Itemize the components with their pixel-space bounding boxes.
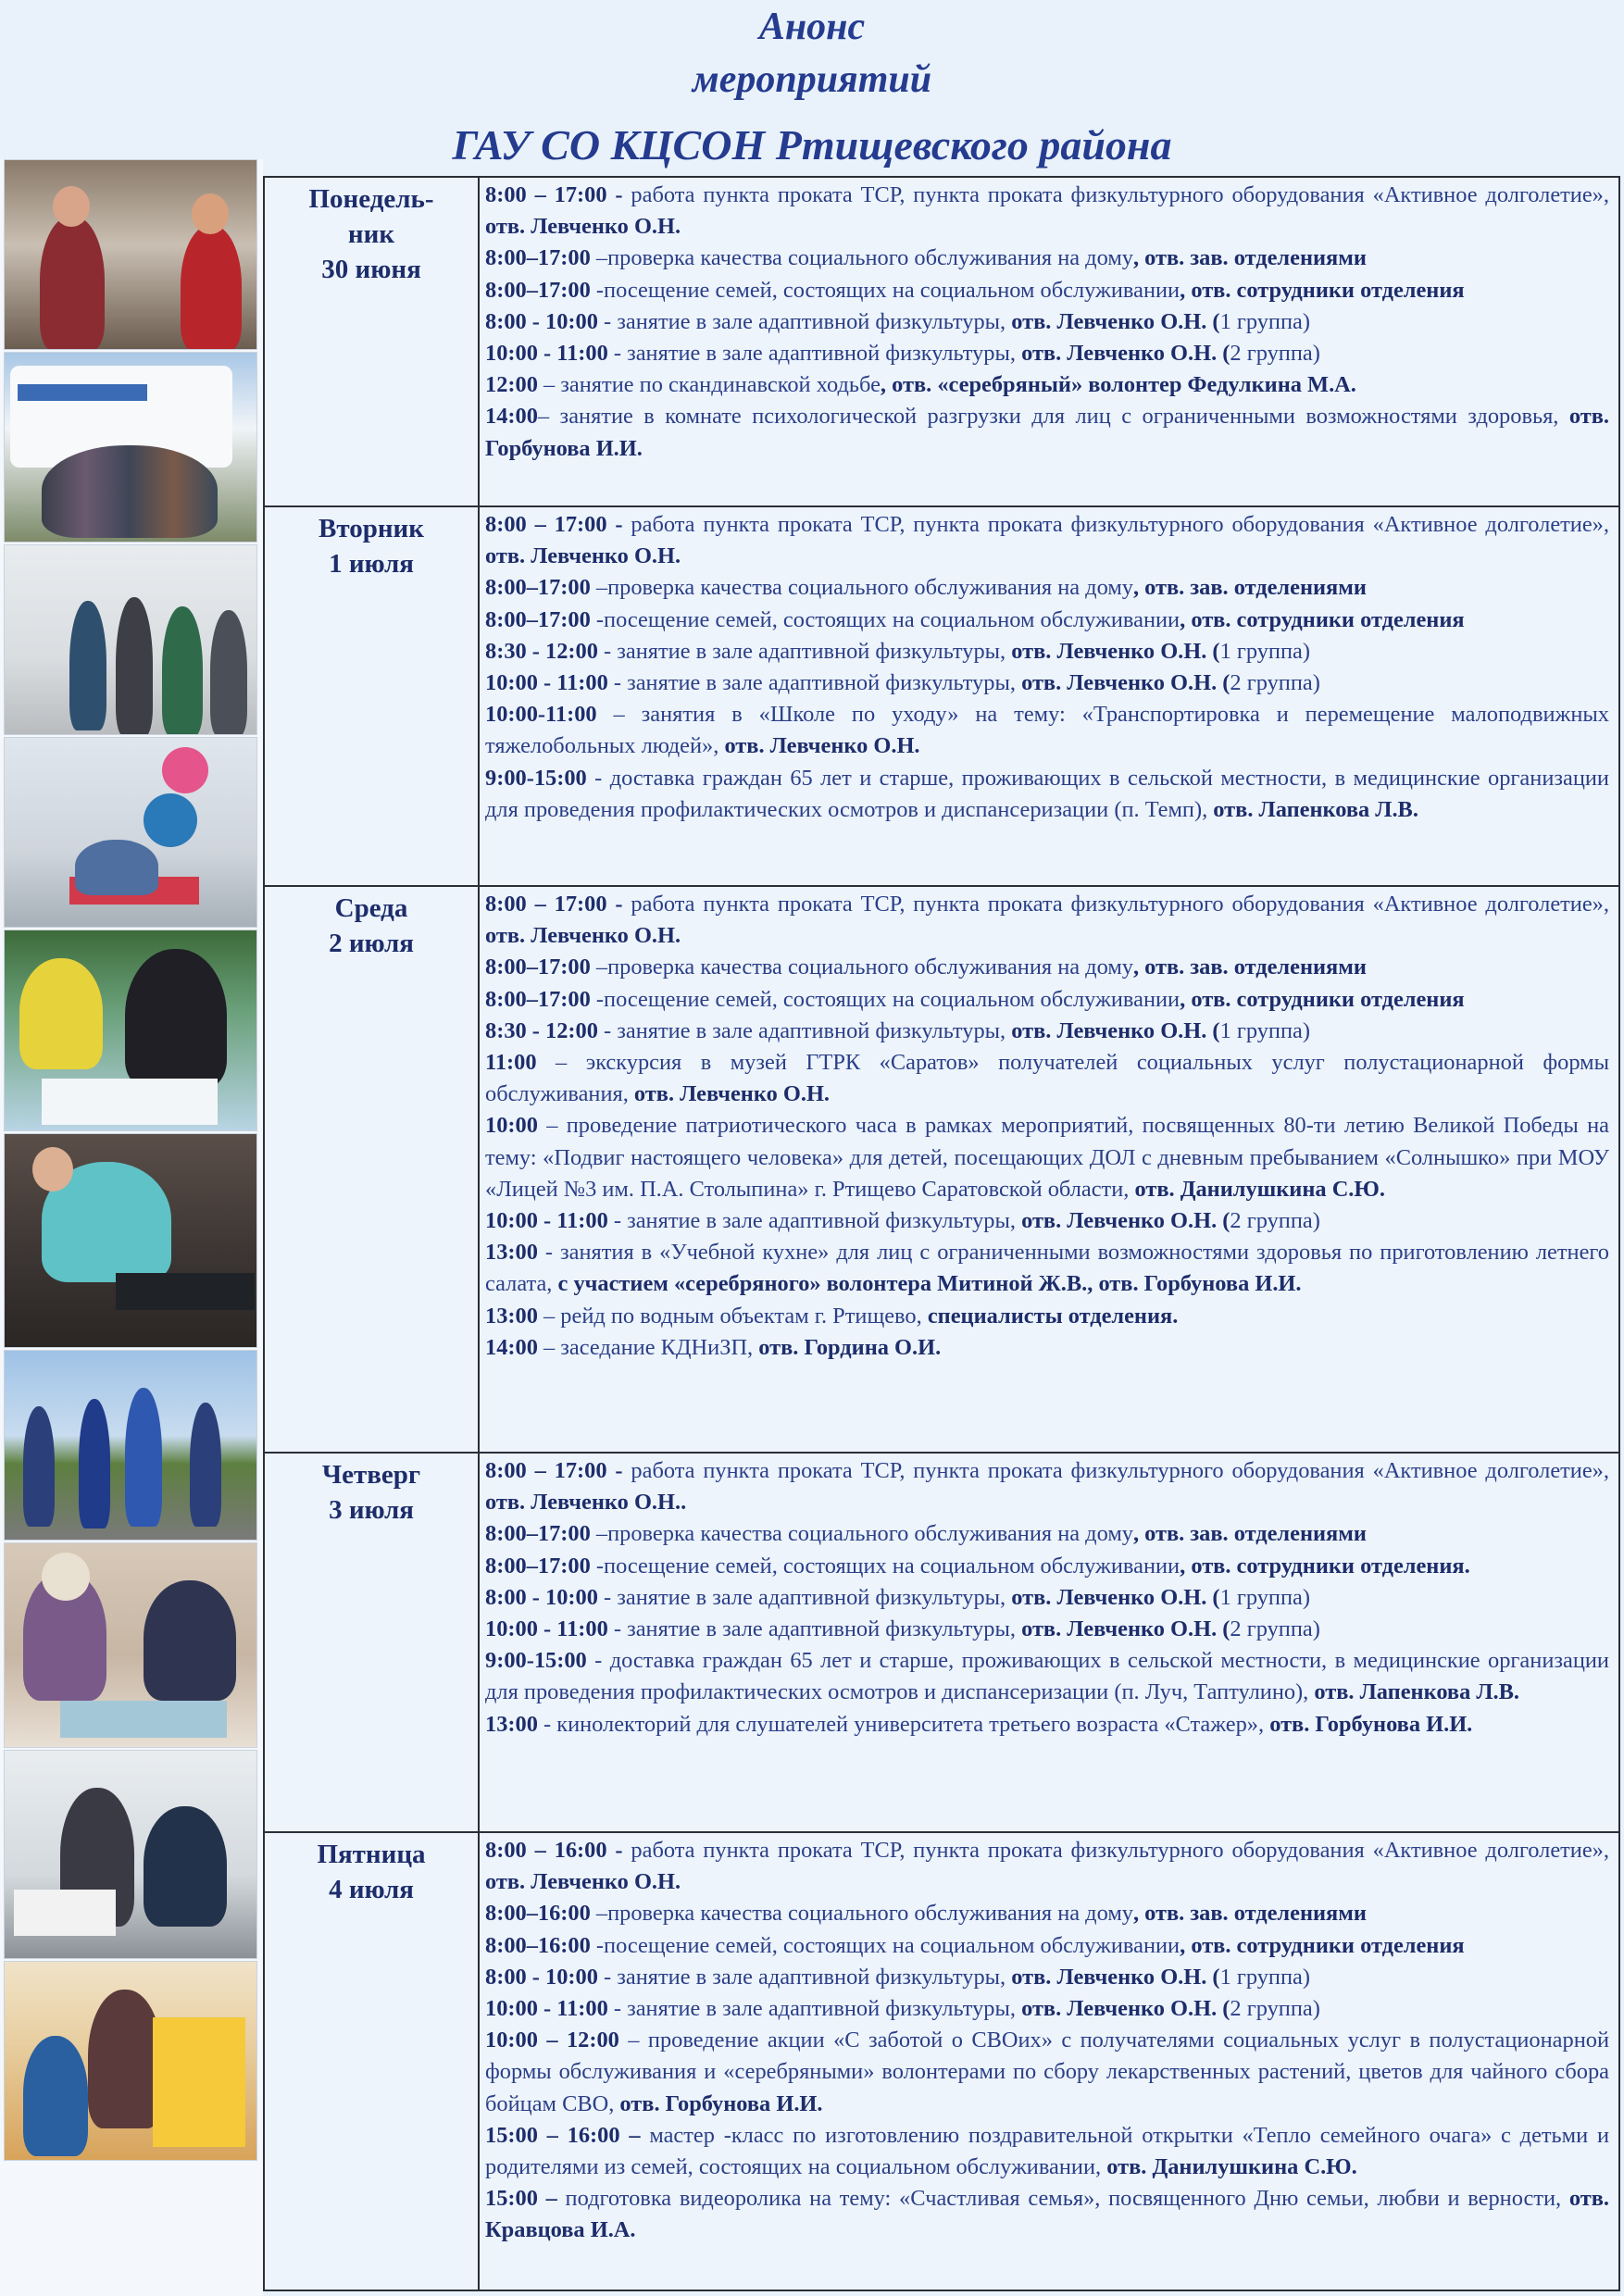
event-item: [485, 952, 1609, 983]
event-time: 15:00 – 16:00 –: [485, 2122, 641, 2148]
event-responsible: отв. Левченко О.Н.: [485, 214, 681, 240]
event-responsible: отв. Левченко О.Н. (: [1011, 638, 1220, 664]
event-item: [485, 1582, 1609, 1614]
event-text: -посещение семей, состоящих на социальном обслуживании: [590, 1932, 1181, 1958]
event-group: 2 группа): [1230, 341, 1320, 367]
event-item: [485, 1047, 1609, 1110]
event-text: -посещение семей, состоящих на социальном обслуживании: [590, 986, 1181, 1012]
day-name: Вторник 1 июля: [319, 514, 424, 579]
event-responsible: отв. Лапенкова Л.В.: [1314, 1679, 1520, 1705]
event-text: - занятие в зале адаптивной физкультуры,: [607, 670, 1022, 696]
day-cell: [264, 506, 479, 886]
event-text: мастер -класс по изготовлению поздравительной открытки «Тепло семейного очага» с детьми и родителями из семей, состоящих на социальном обслуживании,: [485, 2122, 1609, 2180]
event-text: –проверка качества социального обслуживания на дому: [590, 1521, 1133, 1547]
event-text: - доставка граждан 65 лет и старше, проживающих в сельской местности, в медицинские организации для проведения профилактических осмотров и диспансеризации (п. Луч, Таптулино),: [485, 1648, 1609, 1705]
event-time: 12:00: [485, 372, 538, 398]
event-time: 8:00 - 10:00: [485, 1584, 598, 1610]
event-group: 1 группа): [1219, 308, 1310, 334]
event-time: 13:00: [485, 1303, 538, 1329]
event-text: –проверка качества социального обслуживания на дому: [590, 1901, 1133, 1927]
event-text: – рейд по водным объектам г. Ртищево,: [537, 1303, 928, 1329]
event-text: -посещение семей, состоящих на социальном обслуживании: [590, 606, 1181, 632]
photo-column: [0, 159, 263, 2296]
event-text: работа пункта проката ТСР, пункта проката физкультурного оборудования «Активное долголетие»,: [622, 1458, 1609, 1483]
events-cell: [479, 177, 1619, 506]
event-item: [485, 1962, 1609, 1993]
event-responsible: , отв. зав. отделениями: [1132, 1521, 1367, 1547]
event-time: 8:00–17:00: [485, 955, 591, 980]
event-item: [485, 572, 1609, 604]
event-item: [485, 889, 1609, 952]
event-time: 13:00: [485, 1711, 538, 1737]
events-cell: [479, 1832, 1619, 2290]
event-item: [485, 2120, 1609, 2183]
event-time: 8:30 - 12:00: [485, 638, 598, 664]
day-cell: [264, 886, 479, 1453]
event-text: - занятие в зале адаптивной физкультуры,: [597, 1964, 1012, 1990]
event-time: 8:00 – 16:00 -: [485, 1838, 623, 1863]
event-item: [485, 636, 1609, 668]
event-group: 1 группа): [1219, 638, 1310, 664]
event-responsible: отв. Левченко О.Н. (: [1011, 1964, 1220, 1990]
event-text: – проведение акции «С заботой о СВОих» с получателями социальных услуг в полустационарной формы обслуживания и «серебряными» волонтерами по сбору лекарственных растений, цветов для чайного сбора бойцам СВО,: [485, 2028, 1609, 2116]
photo-gym: [4, 737, 257, 928]
event-time: 8:00 - 10:00: [485, 308, 598, 334]
event-text: –проверка качества социального обслуживания на дому: [590, 955, 1133, 980]
event-item: [485, 1993, 1609, 2025]
event-item: [485, 509, 1609, 572]
event-item: [485, 1930, 1609, 1962]
event-responsible: отв. Горбунова И.И.: [1269, 1711, 1473, 1737]
event-responsible: , отв. сотрудники отделения: [1180, 986, 1465, 1012]
event-text: -посещение семей, состоящих на социальном обслуживании: [590, 1553, 1181, 1578]
photo-drawing: [4, 930, 257, 1131]
event-text: - доставка граждан 65 лет и старше, проживающих в сельской местности, в медицинские организации для проведения профилактических осмотров и диспансеризации (п. Темп),: [485, 765, 1609, 822]
event-text: – занятия в «Школе по уходу» на тему: «Транспортировка и перемещение малоподвижных тяжелобольных людей»,: [485, 702, 1609, 759]
event-text: работа пункта проката ТСР, пункта проката физкультурного оборудования «Активное долголетие»,: [622, 182, 1609, 207]
event-time: 8:00–17:00: [485, 277, 591, 303]
event-time: 10:00 - 11:00: [485, 1208, 608, 1234]
event-responsible: отв. Данилушкина С.Ю.: [1106, 2154, 1357, 2180]
event-item: [485, 180, 1609, 243]
event-responsible: , отв. зав. отделениями: [1132, 575, 1367, 601]
event-responsible: , отв. зав. отделениями: [1132, 1901, 1367, 1927]
event-item: [485, 1016, 1609, 1047]
event-responsible: отв. Кравцова И.А.: [485, 2186, 1610, 2243]
event-responsible: отв. Левченко О.Н. (: [1011, 1584, 1220, 1610]
event-item: [485, 1645, 1609, 1708]
event-text: – проведение патриотического часа в рамках мероприятий, посвященных 80-ти летию Великой Победы на тему: «Подвиг настоящего человека» для детей, посещающих ДОЛ с дневным пребыванием «Солнышко» при МОУ «Лицей №3 им. П.А. Столыпина» г. Ртищево Саратовской области,: [485, 1113, 1609, 1202]
event-responsible: отв. Левченко О.Н. (: [1021, 341, 1230, 367]
event-responsible: отв. Гордина О.И.: [758, 1334, 942, 1360]
event-text: - занятие в зале адаптивной физкультуры,: [607, 341, 1022, 367]
event-time: 8:30 - 12:00: [485, 1017, 598, 1043]
event-responsible: специалисты отделения.: [927, 1303, 1179, 1329]
event-text: - занятия в «Учебной кухне» для лиц с ограниченными возможностями здоровья по приготовлению летнего салата,: [485, 1240, 1609, 1297]
event-item: [485, 338, 1609, 369]
event-time: 8:00 – 17:00 -: [485, 182, 623, 207]
event-responsible: отв. Левченко О.Н.: [485, 543, 681, 569]
event-item: [485, 2025, 1609, 2120]
event-time: 14:00: [485, 404, 538, 430]
event-text: - занятие в зале адаптивной физкультуры,: [597, 1584, 1012, 1610]
day-row: [264, 886, 1619, 1453]
event-item: [485, 243, 1609, 274]
events-cell: [479, 506, 1619, 886]
event-responsible: отв. Левченко О.Н. (: [1021, 1616, 1230, 1642]
event-item: [485, 1110, 1609, 1205]
event-responsible: , отв. «серебряный» волонтер Федулкина М.А.: [880, 372, 1356, 398]
event-time: 13:00: [485, 1240, 538, 1266]
event-text: - занятие в зале адаптивной физкультуры,: [607, 1208, 1022, 1234]
header-title: ГАУ СО КЦСОН Ртищевского района: [452, 121, 1172, 168]
event-text: - занятие в зале адаптивной физкультуры,: [597, 308, 1012, 334]
day-name: Пятница 4 июля: [317, 1840, 426, 1904]
event-item: [485, 1551, 1609, 1582]
event-responsible: отв. Левченко О.Н.: [724, 733, 920, 759]
event-responsible: с участием «серебряного» волонтера Митиной Ж.В., отв. Горбунова И.И.: [557, 1271, 1302, 1297]
event-responsible: , отв. зав. отделениями: [1132, 955, 1367, 980]
event-time: 8:00–17:00: [485, 606, 591, 632]
event-text: - кинолекторий для слушателей университета третьего возраста «Стажер»,: [537, 1711, 1270, 1737]
event-text: - занятие в зале адаптивной физкультуры,: [597, 638, 1012, 664]
day-row: [264, 1453, 1619, 1832]
event-text: работа пункта проката ТСР, пункта проката физкультурного оборудования «Активное долголетие»,: [622, 1838, 1609, 1863]
event-time: 8:00 – 17:00 -: [485, 1458, 623, 1483]
event-responsible: отв. Горбунова И.И.: [619, 2090, 823, 2116]
photo-children: [4, 1961, 257, 2161]
event-group: 1 группа): [1219, 1584, 1310, 1610]
event-group: 1 группа): [1219, 1017, 1310, 1043]
event-time: 10:00: [485, 1113, 538, 1139]
event-time: 15:00 –: [485, 2186, 557, 2212]
event-time: 8:00–17:00: [485, 986, 591, 1012]
event-time: 8:00–16:00: [485, 1901, 591, 1927]
event-item: [485, 763, 1609, 826]
day-name: Среда 2 июля: [329, 893, 414, 958]
day-row: [264, 1832, 1619, 2290]
photo-kitchen: [4, 159, 257, 350]
event-time: 10:00-11:00: [485, 702, 597, 728]
event-text: подготовка видеоролика на тему: «Счастливая семья», посвященного Дню семьи, любви и верности,: [556, 2186, 1569, 2212]
event-time: 8:00–17:00: [485, 575, 591, 601]
event-group: 1 группа): [1219, 1964, 1310, 1990]
event-responsible: отв. Левченко О.Н.: [485, 923, 681, 949]
event-text: -посещение семей, состоящих на социальном обслуживании: [590, 277, 1181, 303]
event-time: 8:00 – 17:00 -: [485, 892, 623, 917]
event-text: - занятие в зале адаптивной физкультуры,: [607, 1996, 1022, 2022]
day-cell: [264, 1453, 479, 1832]
photo-demography-bus: [4, 352, 257, 543]
event-item: [485, 1455, 1609, 1518]
schedule-table: [263, 176, 1620, 2291]
day-row: [264, 506, 1619, 886]
event-item: [485, 1835, 1609, 1898]
event-item: [485, 1614, 1609, 1645]
event-responsible: отв. Левченко О.Н. (: [1021, 1996, 1230, 2022]
event-responsible: отв. Левченко О.Н. (: [1021, 670, 1230, 696]
day-cell: [264, 1832, 479, 2290]
event-time: 10:00 - 11:00: [485, 670, 608, 696]
event-responsible: , отв. сотрудники отделения.: [1180, 1553, 1470, 1578]
event-responsible: отв. Левченко О.Н.: [485, 1869, 681, 1895]
event-time: 10:00 - 11:00: [485, 1616, 608, 1642]
photo-nordic-walking: [4, 1350, 257, 1541]
event-item: [485, 1709, 1609, 1741]
event-group: 2 группа): [1230, 1208, 1320, 1234]
event-text: – экскурсия в музей ГТРК «Саратов» получателей социальных услуг полустационарной формы обслуживания,: [485, 1050, 1609, 1107]
event-time: 8:00–17:00: [485, 1553, 591, 1578]
event-responsible: , отв. сотрудники отделения: [1180, 1932, 1465, 1958]
event-responsible: , отв. сотрудники отделения: [1180, 277, 1465, 303]
event-group: 2 группа): [1230, 1616, 1320, 1642]
event-group: 2 группа): [1230, 1996, 1320, 2022]
event-time: 9:00-15:00: [485, 765, 587, 791]
photo-consultation: [4, 1750, 257, 1959]
event-responsible: отв. Левченко О.Н. (: [1021, 1208, 1230, 1234]
events-cell: [479, 1453, 1619, 1832]
event-responsible: отв. Левченко О.Н. (: [1011, 1017, 1220, 1043]
event-text: - занятие в зале адаптивной физкультуры,: [597, 1017, 1012, 1043]
day-cell: [264, 177, 479, 506]
event-responsible: отв. Левченко О.Н..: [485, 1490, 687, 1516]
event-time: 10:00 – 12:00: [485, 2028, 619, 2053]
event-item: [485, 605, 1609, 636]
event-time: 8:00–17:00: [485, 1521, 591, 1547]
photo-room: [4, 544, 257, 735]
event-item: [485, 1301, 1609, 1332]
event-item: [485, 668, 1609, 699]
event-item: [485, 401, 1609, 464]
header-line-1: Анонс: [758, 6, 866, 48]
page-header: [0, 0, 1624, 168]
event-item: [485, 1518, 1609, 1550]
events-cell: [479, 886, 1619, 1453]
event-time: 9:00-15:00: [485, 1648, 587, 1674]
event-text: работа пункта проката ТСР, пункта проката физкультурного оборудования «Активное долголетие»,: [622, 512, 1609, 537]
event-responsible: , отв. зав. отделениями: [1132, 245, 1367, 271]
day-name: Понедель- ник 30 июня: [308, 184, 434, 284]
event-item: [485, 1205, 1609, 1237]
event-text: –проверка качества социального обслуживания на дому: [590, 245, 1133, 271]
photo-crafts: [4, 1542, 257, 1748]
event-responsible: отв. Данилушкина С.Ю.: [1134, 1176, 1385, 1202]
event-item: [485, 984, 1609, 1016]
day-row: [264, 177, 1619, 506]
event-responsible: отв. Левченко О.Н.: [633, 1081, 831, 1107]
event-item: [485, 1237, 1609, 1300]
event-text: работа пункта проката ТСР, пункта проката физкультурного оборудования «Активное долголетие»,: [622, 892, 1609, 917]
event-item: [485, 275, 1609, 306]
day-name: Четверг 3 июля: [321, 1460, 421, 1525]
event-time: 11:00: [485, 1050, 537, 1076]
event-item: [485, 2183, 1609, 2246]
event-item: [485, 1332, 1609, 1364]
event-responsible: отв. Лапенкова Л.В.: [1213, 796, 1418, 822]
event-text: – заседание КДНиЗП,: [537, 1334, 759, 1360]
event-group: 2 группа): [1230, 670, 1320, 696]
header-line-2: мероприятий: [692, 58, 932, 101]
event-time: 8:00 - 10:00: [485, 1964, 598, 1990]
event-time: 10:00 - 11:00: [485, 341, 608, 367]
event-text: – занятие по скандинавской ходьбе: [537, 372, 881, 398]
event-responsible: отв. Горбунова И.И.: [485, 404, 1609, 461]
event-item: [485, 306, 1609, 338]
event-item: [485, 1898, 1609, 1929]
event-text: –проверка качества социального обслуживания на дому: [590, 575, 1133, 601]
event-item: [485, 369, 1609, 401]
event-time: 10:00 - 11:00: [485, 1996, 608, 2022]
photo-massage-chair: [4, 1133, 257, 1348]
event-time: 14:00: [485, 1334, 538, 1360]
event-time: 8:00 – 17:00 -: [485, 512, 623, 537]
event-text: – занятие в комнате психологической разгрузки для лиц с ограниченными возможностями здоровья,: [537, 404, 1569, 430]
event-responsible: , отв. сотрудники отделения: [1180, 606, 1465, 632]
event-time: 8:00–17:00: [485, 245, 591, 271]
event-text: - занятие в зале адаптивной физкультуры,: [607, 1616, 1022, 1642]
event-time: 8:00–16:00: [485, 1932, 591, 1958]
event-item: [485, 699, 1609, 762]
event-responsible: отв. Левченко О.Н. (: [1011, 308, 1220, 334]
